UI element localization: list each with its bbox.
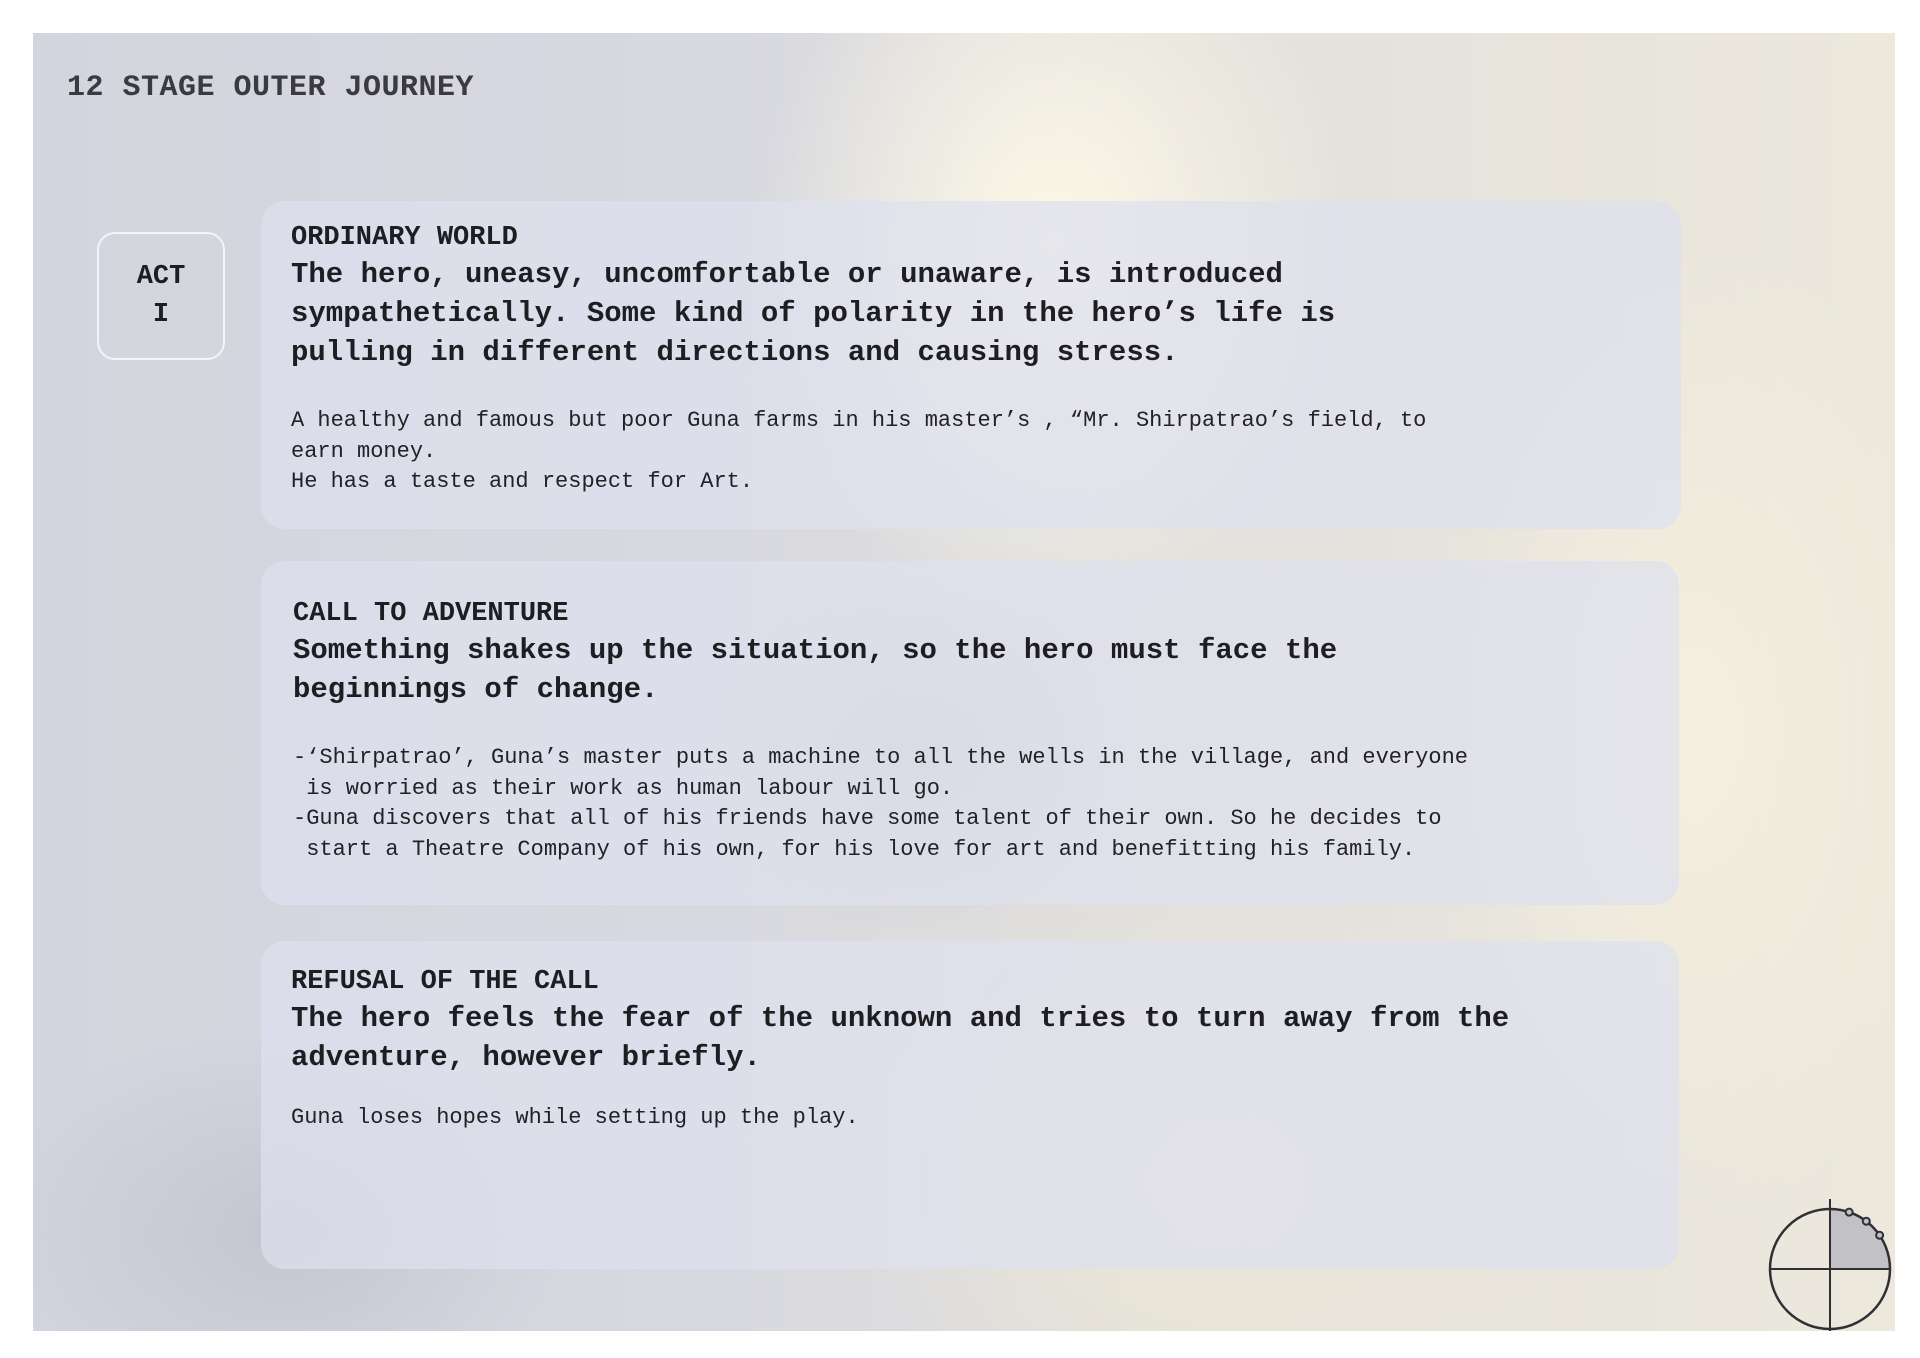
summary-line: The hero feels the fear of the unknown and tries to turn away from the: [291, 1002, 1510, 1035]
stage-description: [291, 406, 1651, 498]
description-line: Guna loses hopes while setting up the play.: [291, 1105, 859, 1130]
stage-summary: [291, 255, 1651, 372]
stage-marker-dot: [1846, 1209, 1853, 1216]
journey-progress-wheel-icon: [1765, 1195, 1895, 1331]
summary-line: beginnings of change.: [293, 673, 659, 706]
stage-description: [293, 743, 1649, 865]
stage-marker-dot: [1876, 1232, 1883, 1239]
stage-card-ordinary-world: [261, 201, 1681, 529]
act-number: I: [152, 300, 170, 330]
description-line: is worried as their work as human labour will go.: [293, 775, 954, 801]
description-line: -‘Shirpatrao’, Guna’s master puts a machine to all the wells in the village, and everyone: [293, 745, 1468, 770]
stage-card-call-to-adventure: [261, 561, 1679, 905]
summary-line: The hero, uneasy, uncomfortable or unaware, is introduced: [291, 258, 1283, 291]
description-line: He has a taste and respect for Art.: [291, 469, 754, 494]
stage-marker-dot: [1863, 1218, 1870, 1225]
page-title: 12 STAGE OUTER JOURNEY: [67, 71, 475, 105]
description-line: start a Theatre Company of his own, for his love for art and benefitting his family.: [293, 836, 1416, 862]
description-line: -Guna discovers that all of his friends have some talent of their own. So he decides to: [293, 806, 1442, 831]
stage-title: CALL TO ADVENTURE: [293, 599, 569, 629]
act-badge: [97, 232, 225, 360]
summary-line: sympathetically. Some kind of polarity in the hero’s life is: [291, 297, 1336, 330]
stage-title: REFUSAL OF THE CALL: [291, 967, 599, 997]
stage-summary: [293, 631, 1649, 709]
slide: [33, 33, 1895, 1331]
stage-summary: [291, 999, 1649, 1077]
act-label: ACT: [136, 262, 186, 292]
description-line: earn money.: [291, 438, 437, 464]
description-line: A healthy and famous but poor Guna farms in his master’s , “Mr. Shirpatrao’s field, to: [291, 408, 1427, 433]
stage-description: [291, 1103, 1649, 1134]
summary-line: pulling in different directions and causing stress.: [291, 336, 1179, 369]
summary-line: adventure, however briefly.: [291, 1041, 761, 1074]
stage-title: ORDINARY WORLD: [291, 223, 518, 253]
stage-card-refusal-of-the-call: [261, 941, 1679, 1269]
summary-line: Something shakes up the situation, so the hero must face the: [293, 634, 1338, 667]
